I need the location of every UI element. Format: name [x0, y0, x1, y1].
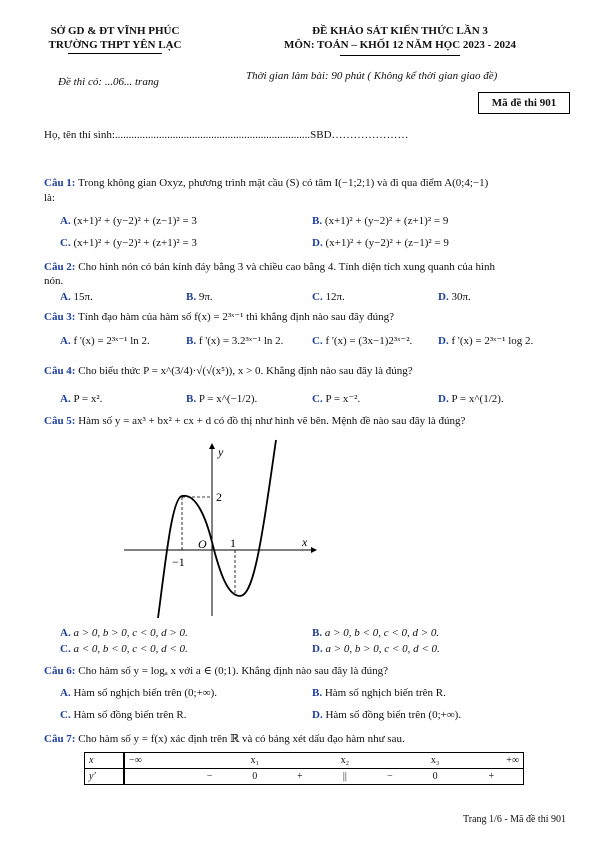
q1-option-d[interactable]: D. (x+1)² + (y−2)² + (z−1)² = 9: [312, 237, 449, 249]
q4-option-a[interactable]: A. P = x².: [60, 393, 103, 405]
origin-label: O: [198, 537, 207, 551]
cell: x₂: [320, 753, 369, 769]
q3-option-c[interactable]: C. f '(x) = (3x−1)2³ˣ⁻².: [312, 335, 413, 347]
q6-option-d[interactable]: D. Hàm số đồng biến trên (0;+∞).: [312, 709, 462, 721]
subject-underline: [340, 55, 460, 56]
cell: [189, 753, 230, 769]
cubic-curve: [158, 440, 276, 618]
cell: [370, 753, 411, 769]
question-6: Câu 6: Cho hàm số y = logₐ x với a ∈ (0;1). Khẳng định nào sau đây là đúng?: [44, 665, 388, 677]
sign-table-row-y: [85, 769, 524, 785]
q4-option-b[interactable]: B. P = x^(−1/2).: [186, 393, 258, 405]
cell: x₁: [230, 753, 279, 769]
question-4: Câu 4: Cho biểu thức P = x^(3/4)·√(√(x⁵)), x > 0. Khẳng định nào sau đây là đúng?: [44, 365, 413, 377]
y-axis-label: y: [218, 445, 224, 459]
q5-option-a[interactable]: A. a > 0, b > 0, c < 0, d > 0.: [60, 627, 188, 639]
q5-option-c[interactable]: C. a < 0, b < 0, c < 0, d < 0.: [60, 643, 188, 655]
cell: −∞: [124, 753, 189, 769]
cell: ||: [320, 769, 369, 785]
q4-option-c[interactable]: C. P = x⁻².: [312, 393, 361, 405]
school-name: TRƯỜNG THPT YÊN LẠC: [48, 39, 182, 51]
tick-label-1: 1: [230, 536, 236, 550]
q2-option-b[interactable]: B. 9π.: [186, 291, 213, 303]
time-note: Thời gian làm bài: 90 phút ( Không kể thời gian giao đề): [246, 70, 498, 82]
q2-option-a[interactable]: A. 15π.: [60, 291, 93, 303]
cell: x: [85, 753, 125, 769]
cell: −: [189, 769, 230, 785]
question-5: Câu 5: Hàm số y = ax³ + bx² + cx + d có đồ thị như hình vẽ bên. Mệnh đề nào sau đây là đúng?: [44, 415, 466, 427]
question-3: Câu 3: Tính đạo hàm của hàm số f(x) = 2³ˣ⁻¹ thì khẳng định nào sau đây đúng?: [44, 311, 395, 323]
cell: 0: [230, 769, 279, 785]
q3-option-b[interactable]: B. f '(x) = 3.2³ˣ⁻¹ ln 2.: [186, 335, 284, 347]
q5-option-b[interactable]: B. a > 0, b < 0, c < 0, d > 0.: [312, 627, 440, 639]
question-text: Trong không gian Oxyz, phương trình mặt cầu (S) có tâm I(−1;2;1) và đi qua điểm A(0;4;−1): [78, 177, 489, 189]
school-dept: SỞ GD & ĐT VĨNH PHÚC: [50, 25, 180, 37]
q2-option-c[interactable]: C. 12π.: [312, 291, 345, 303]
question-1: [44, 176, 554, 190]
q6-option-a[interactable]: A. Hàm số nghịch biến trên (0;+∞).: [60, 687, 218, 699]
q6-option-c[interactable]: C. Hàm số đồng biến trên R.: [60, 709, 187, 721]
cell: −: [370, 769, 411, 785]
school-underline: [68, 53, 162, 54]
cubic-graph: [120, 438, 320, 622]
exam-subject: MÔN: TOÁN – KHỐI 12 NĂM HỌC 2023 - 2024: [283, 39, 517, 51]
q5-option-d[interactable]: D. a > 0, b > 0, c < 0, d < 0.: [312, 643, 440, 655]
x-axis-label: x: [302, 535, 308, 549]
cell: +∞: [460, 753, 524, 769]
q4-option-d[interactable]: D. P = x^(1/2).: [438, 393, 504, 405]
cell: +: [460, 769, 524, 785]
tick-label-neg1: −1: [172, 555, 185, 569]
exam-title: ĐỀ KHẢO SÁT KIẾN THỨC LẦN 3: [312, 25, 488, 37]
sign-table: [84, 752, 524, 785]
question-7: Câu 7: Cho hàm số y = f(x) xác định trên ℝ và có bảng xét dấu đạo hàm như sau.: [44, 733, 405, 745]
pages-note: Đề thi có: ...06... trang: [58, 76, 159, 88]
question-label: Câu 1:: [44, 177, 76, 189]
tick-label-2: 2: [216, 490, 222, 504]
cell: 0: [410, 769, 459, 785]
cell: [279, 753, 320, 769]
question-2-cont: nón.: [44, 275, 64, 287]
cell: [124, 769, 189, 785]
question-1-cont: là:: [44, 192, 55, 204]
q1-option-b[interactable]: B. (x+1)² + (y−2)² + (z+1)² = 9: [312, 215, 449, 227]
question-2: Câu 2: Cho hình nón có bán kính đáy bằng 3 và chiều cao bằng 4. Tính diện tích xung quanh của hình: [44, 261, 496, 273]
sign-table-row-x: [85, 753, 524, 769]
q2-option-d[interactable]: D. 30π.: [438, 291, 471, 303]
exam-code-box: Mã đề thi 901: [478, 92, 570, 114]
cell: +: [279, 769, 320, 785]
cell: y': [85, 769, 125, 785]
q1-option-a[interactable]: A. (x+1)² + (y−2)² + (z−1)² = 3: [60, 215, 197, 227]
q6-option-b[interactable]: B. Hàm số nghịch biến trên R.: [312, 687, 446, 699]
page-footer: Trang 1/6 - Mã đề thi 901: [463, 814, 566, 825]
q3-option-a[interactable]: A. f '(x) = 2³ˣ⁻¹ ln 2.: [60, 335, 150, 347]
candidate-line: Họ, tên thí sinh:.......................................................................SBD…………………: [44, 129, 409, 141]
cell: x₃: [410, 753, 459, 769]
q1-option-c[interactable]: C. (x+1)² + (y−2)² + (z+1)² = 3: [60, 237, 197, 249]
q3-option-d[interactable]: D. f '(x) = 2³ˣ⁻¹ log 2.: [438, 335, 534, 347]
